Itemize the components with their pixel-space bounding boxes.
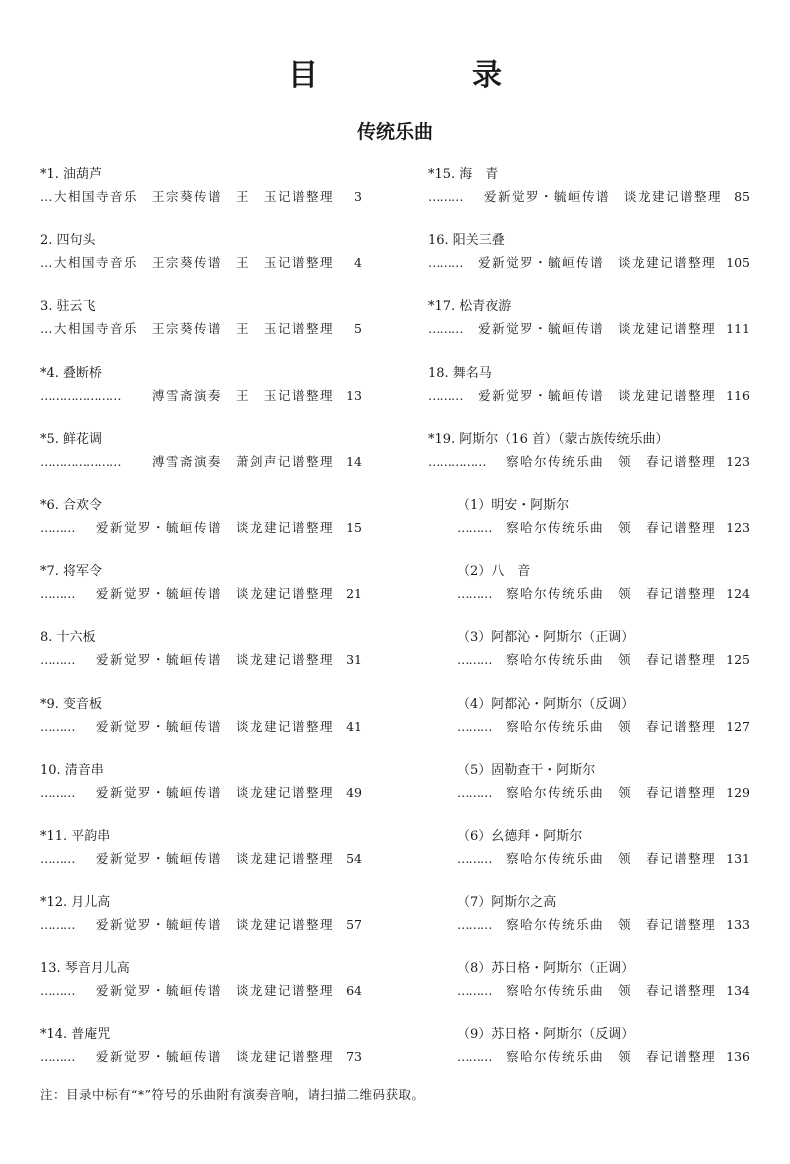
dot-leader: …………………	[40, 387, 121, 403]
entry-credit-line	[457, 585, 750, 603]
entry-credit: 爱新觉罗・毓峘传谱 谈龙建记谱整理	[478, 387, 717, 403]
page-number: 131	[726, 850, 750, 866]
entry-title: （5）固勒查干・阿斯尔	[457, 762, 596, 778]
toc-entry[interactable]	[428, 166, 750, 232]
toc-entry[interactable]	[428, 298, 750, 364]
entry-credit-line	[40, 254, 362, 272]
entry-credit: 察哈尔传统乐曲 领 春记谱整理	[506, 519, 717, 535]
page-number: 123	[726, 519, 750, 535]
entry-title: *1. 油葫芦	[40, 167, 103, 182]
dot-leader: …………………	[40, 453, 121, 469]
entry-credit-line	[428, 387, 750, 405]
page-number: 57	[346, 917, 362, 933]
entry-title: 8. 十六板	[40, 630, 96, 646]
dot-leader: ………	[40, 652, 75, 668]
entry-credit: 爱新觉罗・毓峘传谱 谈龙建记谱整理	[95, 983, 334, 999]
page-number: 134	[726, 983, 750, 999]
page-number: 21	[346, 586, 362, 602]
entry-title: 16. 阳关三叠	[428, 233, 505, 249]
toc-entry[interactable]	[40, 629, 362, 695]
page-number: 15	[346, 519, 362, 535]
page-number: 125	[726, 652, 750, 668]
entry-credit: 爱新觉罗・毓峘传谱 谈龙建记谱整理	[95, 917, 334, 933]
entry-credit-line	[428, 188, 750, 206]
entry-credit: 爱新觉罗・毓峘传谱 谈龙建记谱整理	[95, 519, 334, 535]
entry-title: （6）幺德拜・阿斯尔	[457, 828, 583, 844]
entry-credit: 爱新觉罗・毓峘传谱 谈龙建记谱整理	[95, 784, 334, 800]
page-number: 14	[346, 453, 362, 469]
entry-credit: 察哈尔传统乐曲 领 春记谱整理	[506, 1049, 717, 1065]
toc-entry[interactable]	[40, 232, 362, 298]
page-number: 127	[726, 718, 750, 734]
dot-leader: ………	[40, 784, 75, 800]
toc-entry[interactable]	[40, 1026, 362, 1092]
entry-credit-line	[40, 1048, 362, 1066]
toc-entry[interactable]	[428, 232, 750, 298]
dot-leader: ……………	[428, 453, 486, 469]
entry-credit-line	[457, 850, 750, 868]
dot-leader: ………	[40, 519, 75, 535]
entry-credit: 爱新觉罗・毓峘传谱 谈龙建记谱整理	[478, 321, 717, 337]
entry-credit-line	[457, 718, 750, 736]
toc-entry[interactable]	[40, 497, 362, 563]
footnote: 注：目录中标有“*”符号的乐曲附有演奏音响，请扫描二维码获取。	[40, 1087, 425, 1102]
toc-subentry[interactable]	[428, 497, 750, 563]
entry-title: 18. 舞名马	[428, 365, 492, 381]
toc-entry[interactable]	[40, 298, 362, 364]
dot-leader: ………	[457, 850, 492, 866]
toc-entry[interactable]	[428, 431, 750, 497]
page-number: 111	[726, 321, 750, 337]
toc-entry[interactable]	[40, 431, 362, 497]
entry-title: （7）阿斯尔之高	[457, 895, 557, 911]
entry-credit-line	[40, 387, 362, 405]
page-number: 4	[354, 255, 362, 271]
entry-credit-line	[40, 519, 362, 537]
entry-credit: 察哈尔传统乐曲 领 春记谱整理	[506, 652, 717, 668]
entry-credit: 察哈尔传统乐曲 领 春记谱整理	[506, 917, 717, 933]
entry-title: *12. 月儿高	[40, 895, 111, 911]
toc-entry[interactable]	[40, 563, 362, 629]
page-number: 73	[346, 1049, 362, 1065]
entry-title: （3）阿都沁・阿斯尔（正调）	[457, 630, 635, 646]
dot-leader: ………	[428, 321, 463, 337]
page-number: 49	[346, 784, 362, 800]
entry-credit-line	[40, 718, 362, 736]
page-number: 105	[726, 255, 750, 271]
toc-subentry[interactable]	[428, 696, 750, 762]
entry-credit: 溥雪斋演奏 王 玉记谱整理	[151, 387, 334, 403]
entry-credit: 爱新觉罗・毓峘传谱 谈龙建记谱整理	[483, 189, 722, 204]
entry-credit: 爱新觉罗・毓峘传谱 谈龙建记谱整理	[95, 718, 334, 734]
dot-leader: ………	[457, 1049, 492, 1065]
dot-leader: …	[40, 189, 52, 204]
dot-leader: ………	[457, 917, 492, 933]
page-number: 129	[726, 784, 750, 800]
toc-entry[interactable]	[40, 894, 362, 960]
entry-credit: 察哈尔传统乐曲 领 春记谱整理	[506, 983, 717, 999]
entry-credit: 察哈尔传统乐曲 领 春记谱整理	[506, 718, 717, 734]
dot-leader: ………	[428, 189, 463, 204]
entry-credit-line	[457, 982, 750, 1000]
entry-credit: 察哈尔传统乐曲 领 春记谱整理	[506, 453, 717, 469]
page-number: 3	[354, 189, 362, 204]
toc-subentry[interactable]	[428, 894, 750, 960]
toc-entry[interactable]	[40, 828, 362, 894]
entry-title: *5. 鲜花调	[40, 431, 103, 447]
entry-credit-line	[457, 916, 750, 934]
section-title: 传统乐曲	[356, 121, 433, 143]
entry-credit-line	[40, 850, 362, 868]
entry-credit: 爱新觉罗・毓峘传谱 谈龙建记谱整理	[95, 850, 334, 866]
entry-credit-line	[428, 254, 750, 272]
dot-leader: …	[40, 255, 52, 271]
dot-leader: ………	[40, 1049, 75, 1065]
dot-leader: ………	[457, 652, 492, 668]
toc-subentry[interactable]	[428, 1026, 750, 1092]
entry-credit: 察哈尔传统乐曲 领 春记谱整理	[506, 586, 717, 602]
dot-leader: ………	[457, 718, 492, 734]
toc-right-column	[428, 166, 750, 1093]
dot-leader: ………	[428, 255, 463, 271]
entry-credit-line	[40, 916, 362, 934]
entry-credit-line	[428, 320, 750, 338]
toc-entry[interactable]	[40, 762, 362, 828]
dot-leader: ………	[40, 983, 75, 999]
toc-entry[interactable]	[40, 696, 362, 762]
entry-title: （9）苏日格・阿斯尔（反调）	[457, 1027, 635, 1043]
dot-leader: ………	[457, 983, 492, 999]
page-number: 85	[734, 189, 750, 204]
entry-title: *7. 将军令	[40, 564, 103, 580]
page-number: 31	[346, 652, 362, 668]
entry-title: *17. 松青夜游	[428, 299, 512, 315]
entry-credit-line	[40, 651, 362, 669]
dot-leader: ………	[40, 718, 75, 734]
entry-credit: 察哈尔传统乐曲 领 春记谱整理	[506, 850, 717, 866]
entry-title: 2. 四句头	[40, 233, 96, 249]
page-number: 54	[346, 850, 362, 866]
page-number: 13	[346, 387, 362, 403]
entry-title: （2）八 音	[457, 564, 531, 580]
entry-credit-line	[40, 784, 362, 802]
entry-credit: 爱新觉罗・毓峘传谱 谈龙建记谱整理	[95, 586, 334, 602]
toc-subentry[interactable]	[428, 762, 750, 828]
entry-title: 10. 清音串	[40, 762, 104, 778]
dot-leader: ………	[457, 586, 492, 602]
entry-title: （4）阿都沁・阿斯尔（反调）	[457, 696, 635, 712]
entry-credit: 大相国寺音乐 王宗葵传谱 王 玉记谱整理	[53, 321, 334, 337]
entry-credit: 爱新觉罗・毓峘传谱 谈龙建记谱整理	[95, 1049, 334, 1065]
entry-credit-line	[40, 585, 362, 603]
entry-credit-line	[40, 982, 362, 1000]
entry-title: *14. 普庵咒	[40, 1027, 111, 1043]
entry-credit: 察哈尔传统乐曲 领 春记谱整理	[506, 784, 717, 800]
entry-credit: 大相国寺音乐 王宗葵传谱 王 玉记谱整理	[53, 255, 334, 271]
entry-credit-line	[40, 188, 362, 206]
entry-title: 3. 驻云飞	[40, 299, 96, 315]
toc-subentry[interactable]	[428, 629, 750, 695]
toc-entry[interactable]	[40, 365, 362, 431]
entry-credit: 爱新觉罗・毓峘传谱 谈龙建记谱整理	[95, 652, 334, 668]
entry-credit-line	[457, 651, 750, 669]
entry-credit-line	[40, 453, 362, 471]
toc-left-column	[40, 166, 362, 1093]
entry-title: （1）明安・阿斯尔	[457, 497, 570, 513]
entry-credit: 大相国寺音乐 王宗葵传谱 王 玉记谱整理	[53, 189, 334, 204]
dot-leader: ………	[457, 519, 492, 535]
toc-subentry[interactable]	[428, 563, 750, 629]
entry-credit: 溥雪斋演奏 萧剑声记谱整理	[151, 453, 334, 469]
entry-title: *6. 合欢令	[40, 497, 103, 513]
entry-credit-line	[428, 453, 750, 471]
entry-credit-line	[457, 1048, 750, 1066]
entry-credit-line	[457, 784, 750, 802]
dot-leader: ………	[428, 387, 463, 403]
page-number: 124	[726, 586, 750, 602]
toc-subentry[interactable]	[428, 828, 750, 894]
entry-title: *11. 平韵串	[40, 828, 111, 844]
page-number: 5	[354, 321, 362, 337]
entry-title: *4. 叠断桥	[40, 365, 103, 381]
toc-subentry[interactable]	[428, 960, 750, 1026]
dot-leader: ………	[40, 850, 75, 866]
dot-leader: ………	[457, 784, 492, 800]
entry-title: 13. 琴音月儿高	[40, 961, 130, 977]
page-number: 133	[726, 917, 750, 933]
page-number: 64	[346, 983, 362, 999]
page-number: 123	[726, 453, 750, 469]
dot-leader: ………	[40, 917, 75, 933]
toc-entry[interactable]	[40, 166, 362, 232]
entry-title: *15. 海 青	[428, 167, 499, 182]
toc-entry[interactable]	[428, 365, 750, 431]
page-number: 41	[346, 718, 362, 734]
page-title: 目 录	[288, 58, 564, 93]
toc-entry[interactable]	[40, 960, 362, 1026]
entry-title: （8）苏日格・阿斯尔（正调）	[457, 961, 635, 977]
entry-title: *9. 变音板	[40, 696, 103, 712]
dot-leader: ………	[40, 586, 75, 602]
page-number: 136	[726, 1049, 750, 1065]
dot-leader: …	[40, 321, 52, 337]
entry-credit: 爱新觉罗・毓峘传谱 谈龙建记谱整理	[478, 255, 717, 271]
page-number: 116	[726, 387, 750, 403]
entry-credit-line	[457, 519, 750, 537]
entry-credit-line	[40, 320, 362, 338]
entry-title: *19. 阿斯尔（16 首）（蒙古族传统乐曲）	[428, 431, 669, 447]
